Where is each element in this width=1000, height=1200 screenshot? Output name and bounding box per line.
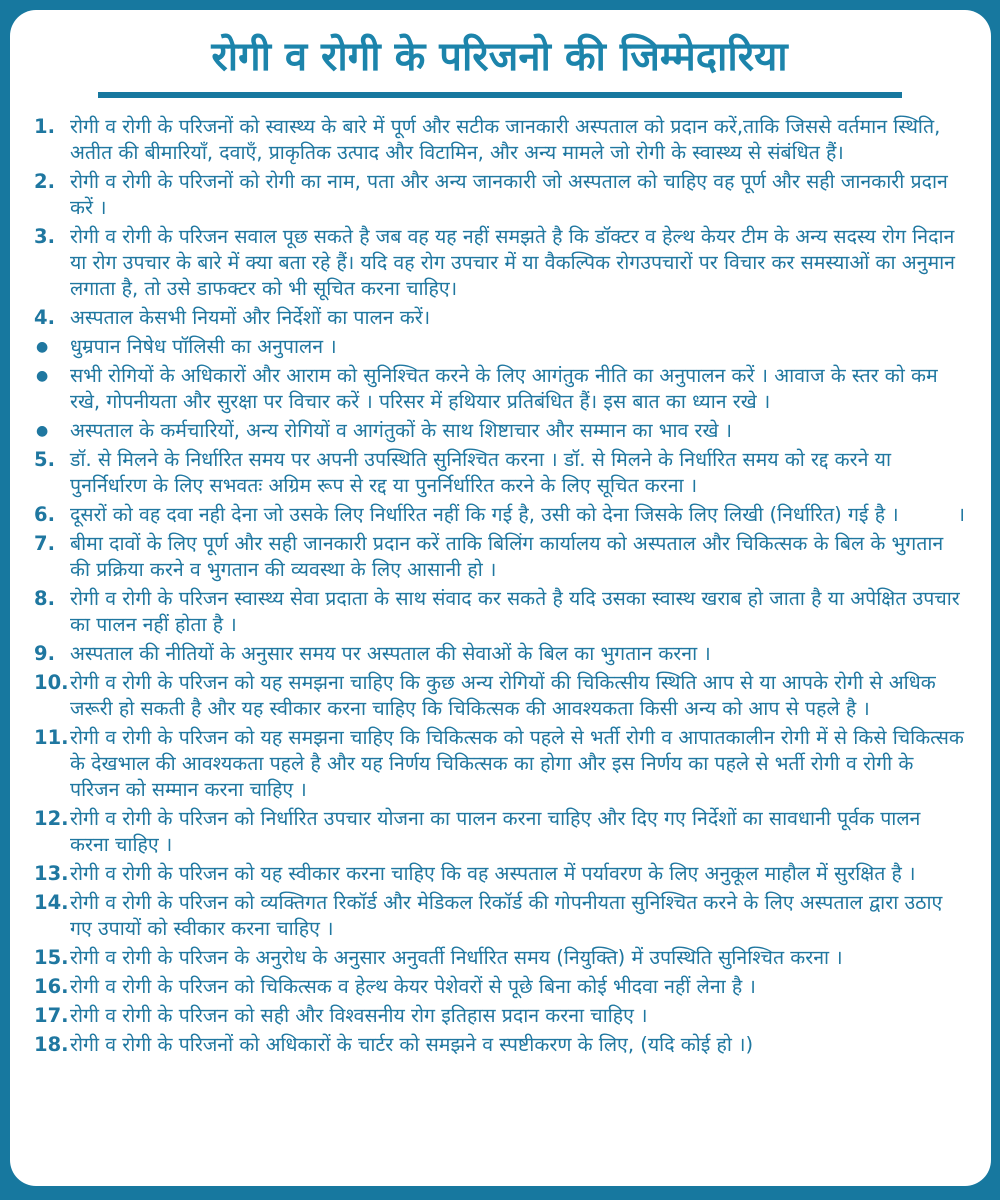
item-number: 11. bbox=[34, 726, 69, 749]
item-text: रोगी व रोगी के परिजन को चिकित्सक व हेल्थ केयर पेशेवरों से पूछे बिना कोई भीदवा नहीं लेना है । bbox=[70, 975, 756, 998]
item-text: रोगी व रोगी के परिजन को निर्धारित उपचार योजना का पालन करना चाहिए और दिए गए निर्देशों का सावधानी पूर्वक पालन करना चाहिए । bbox=[70, 807, 921, 856]
list-item bbox=[34, 806, 965, 858]
item-text: अस्पताल के कर्मचारियों, अन्य रोगियों व आगंतुकों के साथ शिष्टाचार और सम्मान का भाव रखे । bbox=[70, 419, 733, 442]
item-number: 5. bbox=[34, 448, 55, 471]
item-text: रोगी व रोगी के परिजन के अनुरोध के अनुसार अनुवर्ती निर्धारित समय (नियुक्ति) में उपस्थिति सुनिश्चित करना । bbox=[70, 946, 843, 969]
item-text: रोगी व रोगी के परिजन को व्यक्तिगत रिकॉर्ड और मेडिकल रिकॉर्ड की गोपनीयता सुनिश्चित करने के लिए अस्पताल द्वारा उठाए गए उपायों को स्वीकार करना चाहिए । bbox=[70, 891, 943, 940]
item-number: 16. bbox=[34, 975, 69, 998]
item-number: 8. bbox=[34, 587, 55, 610]
list-item bbox=[34, 945, 965, 971]
list-item bbox=[34, 114, 965, 166]
item-text: धुम्रपान निषेध पॉलिसी का अनुपालन । bbox=[70, 335, 337, 358]
item-text: सभी रोगियों के अधिकारों और आराम को सुनिश्चित करने के लिए आगंतुक नीति का अनुपालन करें । आवाज के स्तर को कम रखे, गोपनीयता और सुरक्षा पर विचार करें । परिसर में हथियार प्रतिबंधित हैं। इस बात का ध्यान रखे । bbox=[70, 364, 938, 413]
item-text-body: दूसरों को वह दवा नही देना जो उसके लिए निर्धारित नहीं कि गई है, उसी को देना जिसके लिए लिखी (निर्धारित) गई है । bbox=[70, 503, 899, 526]
item-number: 18. bbox=[34, 1033, 69, 1056]
list-item bbox=[34, 974, 965, 1000]
list-item bbox=[34, 224, 965, 302]
item-number: 6. bbox=[34, 503, 55, 526]
list-item bbox=[34, 502, 965, 528]
item-text: रोगी व रोगी के परिजन स्वास्थ्य सेवा प्रदाता के साथ संवाद कर सकते है यदि उसका स्वास्थ खराब हो जाता है या अपेक्षित उपचार का पालन नहीं होता है । bbox=[70, 587, 960, 636]
item-text: रोगी व रोगी के परिजन को यह समझना चाहिए कि कुछ अन्य रोगियों की चिकित्सीय स्थिति आप से या आपके रोगी से अधिक जरूरी हो सकती है और यह स्वीकार करना चाहिए कि चिकित्सक की आवश्यकता किसी अन्य को आप से पहले है । bbox=[70, 671, 936, 720]
bullet-icon: ● bbox=[36, 423, 49, 439]
list-item bbox=[34, 334, 965, 360]
list-item bbox=[34, 725, 965, 803]
item-text: रोगी व रोगी के परिजनों को अधिकारों के चार्टर को समझने व स्पष्टीकरण के लिए, (यदि कोई हो ।) bbox=[70, 1033, 754, 1056]
item-number: 9. bbox=[34, 642, 55, 665]
item-text: डॉ. से मिलने के निर्धारित समय पर अपनी उपस्थिति सुनिश्चित करना । डॉ. से मिलने के निर्धारित समय को रद्द करने या पुनर्निर्धारण के लिए सभवतः अग्रिम रूप से रद्द या पुनर्निर्धारित करने के लिए सूचित करना । bbox=[70, 448, 891, 497]
item-number: 17. bbox=[34, 1004, 69, 1027]
item-text bbox=[70, 502, 965, 528]
title-underline bbox=[98, 92, 902, 98]
list-item bbox=[34, 890, 965, 942]
item-number: 1. bbox=[34, 115, 55, 138]
stray-danda: । bbox=[957, 503, 965, 526]
item-text: रोगी व रोगी के परिजन को यह स्वीकार करना चाहिए कि वह अस्पताल में पर्यावरण के लिए अनुकूल माहौल में सुरक्षित है । bbox=[70, 862, 916, 885]
item-number: 3. bbox=[34, 225, 55, 248]
item-number: 15. bbox=[34, 946, 69, 969]
bullet-icon: ● bbox=[36, 368, 49, 384]
list-item bbox=[34, 641, 965, 667]
list-item bbox=[34, 531, 965, 583]
responsibilities-list bbox=[34, 114, 965, 1058]
list-item bbox=[34, 169, 965, 221]
item-number: 14. bbox=[34, 891, 69, 914]
list-item bbox=[34, 447, 965, 499]
item-text: रोगी व रोगी के परिजन सवाल पूछ सकते है जब वह यह नहीं समझते है कि डॉक्टर व हेल्थ केयर टीम के अन्य सदस्य रोग निदान या रोग उपचार के बारे में क्या बता रहे हैं। यदि वह रोग उपचार में या वैकल्पिक रोगउपचारों पर विचार कर समस्याओं का अनुमान लगाता है, तो उसे डाफक्टर को भी सूचित करना चाहिए। bbox=[70, 225, 955, 300]
list-item bbox=[34, 586, 965, 638]
list-item bbox=[34, 363, 965, 415]
list-item bbox=[34, 1032, 965, 1058]
poster-title: रोगी व रोगी के परिजनो की जिम्मेदारिया bbox=[211, 34, 788, 80]
item-text: रोगी व रोगी के परिजन को यह समझना चाहिए कि चिकित्सक को पहले से भर्ती रोगी व आपातकालीन रोगी में से किसे चिकित्सक के देखभाल की आवश्यकता पहले है और यह निर्णय चिकित्सक का होगा और इस निर्णय का पहले से भर्ती रोगी व रोगी के परिजन को सम्मान करना चाहिए । bbox=[70, 726, 964, 801]
list-item bbox=[34, 1003, 965, 1029]
item-number: 10. bbox=[34, 671, 69, 694]
item-text: रोगी व रोगी के परिजनों को स्वास्थ्य के बारे में पूर्ण और सटीक जानकारी अस्पताल को प्रदान करें,ताकि जिससे वर्तमान स्थिति, अतीत की बीमारियाँ, दवाएँ, प्राकृतिक उत्पाद और विटामिन, और अन्य मामले जो रोगी के स्वास्थ्य से संबंधित हैं। bbox=[70, 115, 941, 164]
item-text: बीमा दावों के लिए पूर्ण और सही जानकारी प्रदान करें ताकि बिलिंग कार्यालय को अस्पताल और चिकित्सक के बिल के भुगतान की प्रक्रिया करने व भुगतान की व्यवस्था के लिए आसानी हो । bbox=[70, 532, 944, 581]
item-number: 2. bbox=[34, 170, 55, 193]
item-text: रोगी व रोगी के परिजन को सही और विश्वसनीय रोग इतिहास प्रदान करना चाहिए । bbox=[70, 1004, 648, 1027]
list-item bbox=[34, 861, 965, 887]
item-number: 13. bbox=[34, 862, 69, 885]
poster-panel bbox=[10, 10, 991, 1186]
item-number: 12. bbox=[34, 807, 69, 830]
item-number: 7. bbox=[34, 532, 55, 555]
list-item bbox=[34, 418, 965, 444]
item-number: 4. bbox=[34, 306, 55, 329]
item-text: रोगी व रोगी के परिजनों को रोगी का नाम, पता और अन्य जानकारी जो अस्पताल को चाहिए वह पूर्ण और सही जानकारी प्रदान करें । bbox=[70, 170, 948, 219]
item-text: अस्पताल केसभी नियमों और निर्देशों का पालन करें। bbox=[70, 306, 431, 329]
list-item bbox=[34, 305, 965, 331]
bullet-icon: ● bbox=[36, 339, 49, 355]
item-text: अस्पताल की नीतियों के अनुसार समय पर अस्पताल की सेवाओं के बिल का भुगतान करना । bbox=[70, 642, 711, 665]
list-item bbox=[34, 670, 965, 722]
